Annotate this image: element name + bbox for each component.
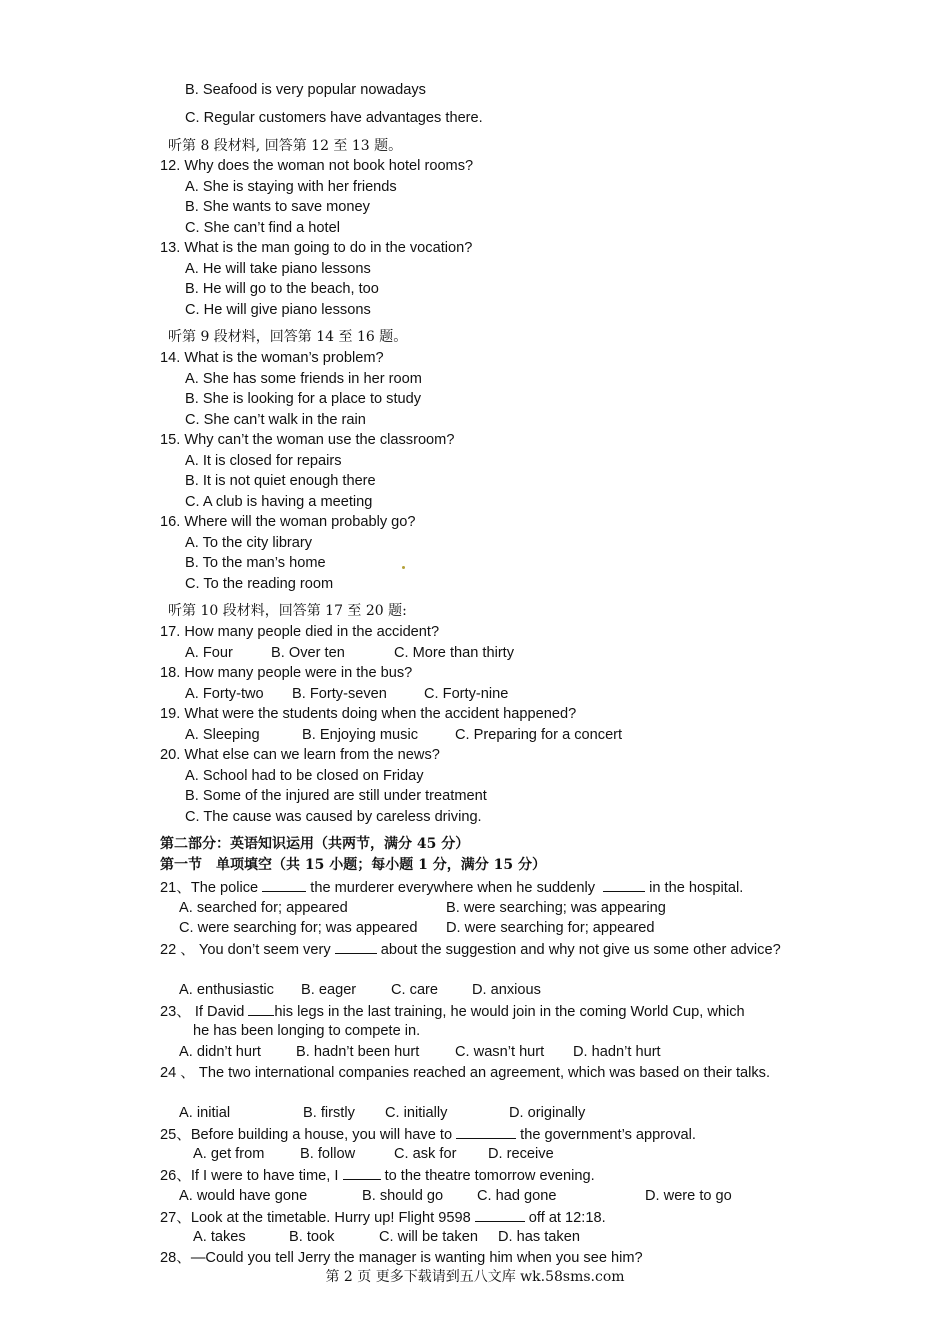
question-19: 19. What were the students doing when the accident happened? <box>160 706 577 722</box>
q15-option-c: C. A club is having a meeting <box>185 494 373 510</box>
q26-blank <box>343 1166 381 1180</box>
question-24: 24 、 The two international companies reached an agreement, which was based on their talks. <box>160 1065 771 1081</box>
q27-option-a: A. takes <box>193 1229 246 1245</box>
q22-option-b: B. eager <box>301 982 357 998</box>
q16-option-a: A. To the city library <box>185 535 313 551</box>
question-20: 20. What else can we learn from the news? <box>160 747 440 763</box>
q21-option-c: C. were searching for; was appeared <box>179 920 418 936</box>
section-heading-10: 听第 10 段材料，回答第 17 至 20 题: <box>168 603 407 619</box>
q27-option-b: B. took <box>289 1229 335 1245</box>
q26-option-a: A. would have gone <box>179 1188 308 1204</box>
q23-text-2: his legs in the last training, he would join in the coming World Cup, which <box>274 1004 745 1020</box>
q20-option-b: B. Some of the injured are still under treatment <box>185 788 487 804</box>
stray-dot <box>402 566 405 569</box>
q24-option-c: C. initially <box>385 1105 448 1121</box>
q19-option-c: C. Preparing for a concert <box>455 727 623 743</box>
question-13: 13. What is the man going to do in the vocation? <box>160 240 473 256</box>
q23-option-d: D. hadn’t hurt <box>573 1044 661 1060</box>
q24-option-d: D. originally <box>509 1105 586 1121</box>
q25-option-d: D. receive <box>488 1146 554 1162</box>
q13-option-c: C. He will give piano lessons <box>185 302 371 318</box>
q19-option-b: B. Enjoying music <box>302 727 418 743</box>
section-one-heading: 第一节 单项填空（共 15 小题；每小题 1 分，满分 15 分） <box>160 857 546 873</box>
question-28: 28、—Could you tell Jerry the manager is wanting him when you see him? <box>160 1250 643 1266</box>
part-two-heading: 第二部分：英语知识运用（共两节，满分 45 分） <box>160 836 470 852</box>
q21-option-d: D. were searching for; appeared <box>446 920 655 936</box>
q26-option-c: C. had gone <box>477 1188 557 1204</box>
page-footer: 第 2 页 更多下载请到五八文库 wk.58sms.com <box>325 1269 625 1285</box>
q27-text-1: 27、Look at the timetable. Hurry up! Flight 9598 <box>160 1210 475 1226</box>
q22-blank <box>335 940 377 954</box>
question-12: 12. Why does the woman not book hotel rooms? <box>160 158 474 174</box>
q14-option-c: C. She can’t walk in the rain <box>185 412 366 428</box>
question-18: 18. How many people were in the bus? <box>160 665 413 681</box>
q17-option-b: B. Over ten <box>271 645 345 661</box>
q22-text-1: 22 、 You don’t seem very <box>160 942 335 958</box>
q23-option-b: B. hadn’t been hurt <box>296 1044 420 1060</box>
q19-option-a: A. Sleeping <box>185 727 260 743</box>
q26-text-1: 26、If I were to have time, I <box>160 1168 343 1184</box>
q21-option-a: A. searched for; appeared <box>179 900 348 916</box>
q11-option-c: C. Regular customers have advantages there. <box>185 110 483 126</box>
question-22 <box>160 940 790 961</box>
q13-option-a: A. He will take piano lessons <box>185 261 371 277</box>
q21-text-2: the murderer everywhere when he suddenly <box>306 880 600 896</box>
question-27 <box>160 1208 606 1227</box>
q16-option-b: B. To the man’s home <box>185 555 326 571</box>
q21-text-3: in the hospital. <box>645 880 744 896</box>
question-21 <box>160 878 743 897</box>
q23-continuation: he has been longing to compete in. <box>193 1023 421 1039</box>
q21-option-b: B. were searching; was appearing <box>446 900 666 916</box>
q12-option-a: A. She is staying with her friends <box>185 179 397 195</box>
question-16: 16. Where will the woman probably go? <box>160 514 416 530</box>
q12-option-c: C. She can’t find a hotel <box>185 220 340 236</box>
q15-option-a: A. It is closed for repairs <box>185 453 342 469</box>
q13-option-b: B. He will go to the beach, too <box>185 281 379 297</box>
q18-option-b: B. Forty-seven <box>292 686 387 702</box>
q26-option-d: D. were to go <box>645 1188 732 1204</box>
q21-blank-2 <box>603 878 645 892</box>
question-25 <box>160 1125 696 1144</box>
q24-option-b: B. firstly <box>303 1105 355 1121</box>
q22-text-2: about the suggestion and why not give us some other advice? <box>376 942 781 958</box>
q14-option-b: B. She is looking for a place to study <box>185 391 422 407</box>
q17-option-c: C. More than thirty <box>394 645 515 661</box>
question-23 <box>160 1002 790 1023</box>
q26-option-b: B. should go <box>362 1188 444 1204</box>
q18-option-c: C. Forty-nine <box>424 686 509 702</box>
question-15: 15. Why can’t the woman use the classroom? <box>160 432 455 448</box>
q16-option-c: C. To the reading room <box>185 576 334 592</box>
q27-text-2: off at 12:18. <box>524 1210 606 1226</box>
q23-text-1: 23、 If David <box>160 1004 249 1020</box>
question-17: 17. How many people died in the accident? <box>160 624 440 640</box>
q25-option-c: C. ask for <box>394 1146 457 1162</box>
q22-option-c: C. care <box>391 982 439 998</box>
q21-text-1: 21、The police <box>160 880 263 896</box>
q24-option-a: A. initial <box>179 1105 231 1121</box>
q27-option-d: D. has taken <box>498 1229 580 1245</box>
q18-option-a: A. Forty-two <box>185 686 264 702</box>
q12-option-b: B. She wants to save money <box>185 199 370 215</box>
section-heading-9: 听第 9 段材料，回答第 14 至 16 题。 <box>168 329 408 345</box>
q27-blank <box>475 1208 525 1222</box>
q17-option-a: A. Four <box>185 645 233 661</box>
q25-option-b: B. follow <box>300 1146 356 1162</box>
q25-option-a: A. get from <box>193 1146 265 1162</box>
q14-option-a: A. She has some friends in her room <box>185 371 422 387</box>
q20-option-a: A. School had to be closed on Friday <box>185 768 424 784</box>
q15-option-b: B. It is not quiet enough there <box>185 473 376 489</box>
q26-text-2: to the theatre tomorrow evening. <box>380 1168 595 1184</box>
q25-blank <box>456 1125 516 1139</box>
q20-option-c: C. The cause was caused by careless driving. <box>185 809 482 825</box>
q23-option-a: A. didn’t hurt <box>179 1044 261 1060</box>
q23-option-c: C. wasn’t hurt <box>455 1044 545 1060</box>
q25-text-1: 25、Before building a house, you will have to <box>160 1127 457 1143</box>
section-heading-8: 听第 8 段材料, 回答第 12 至 13 题。 <box>168 138 403 154</box>
question-14: 14. What is the woman’s problem? <box>160 350 384 366</box>
q25-text-2: the government’s approval. <box>516 1127 696 1143</box>
q22-option-d: D. anxious <box>472 982 541 998</box>
q27-option-c: C. will be taken <box>379 1229 478 1245</box>
question-26 <box>160 1166 595 1185</box>
q11-option-b: B. Seafood is very popular nowadays <box>185 82 426 98</box>
q23-blank <box>248 1002 274 1016</box>
q22-option-a: A. enthusiastic <box>179 982 274 998</box>
q21-blank-1 <box>262 878 306 892</box>
